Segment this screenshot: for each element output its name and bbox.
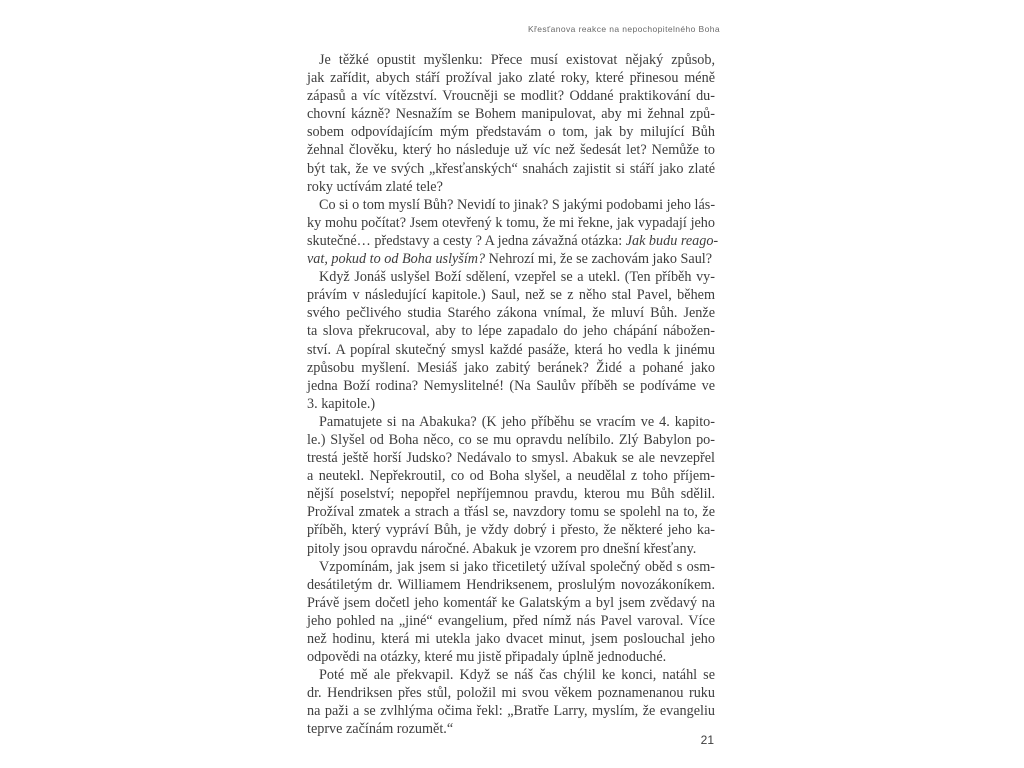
italic-question-part-1: Jak budu reago- xyxy=(625,232,719,249)
text-line: 3. kapitole.) xyxy=(307,395,376,412)
text-line: sobem odpovídajícím mým představám o tom, jak by milující Bůh xyxy=(307,124,715,141)
text-line: Je těžké opustit myšlenku: Přece musí existovat nějaký způsob, xyxy=(319,52,715,68)
paragraph-1 xyxy=(307,51,715,196)
paragraph-5 xyxy=(307,558,715,667)
paragraph-4 xyxy=(307,413,715,558)
text-line: zápasů a víc vítězství. Vroucněji se modlit? Oddané praktikování du- xyxy=(307,88,715,105)
text-line: desátiletým dr. Williamem Hendriksenem, proslulým novozákoníkem. xyxy=(307,576,715,593)
body-text xyxy=(307,51,719,739)
text-segment: skutečné… představy a cesty ? A jedna závažná otázka: xyxy=(307,232,626,249)
paragraph-3 xyxy=(307,268,715,413)
text-line: odpovědi na otázky, které mu jistě připadaly úplně jednoduché. xyxy=(307,649,667,666)
text-line: být tak, že ve svých „křesťanských“ snahách zajistit si stáří jako zlaté xyxy=(307,160,715,177)
text-line: Pamatujete si na Abakuka? (K jeho příběhu se vracím ve 4. kapito- xyxy=(319,413,715,430)
italic-question-part-2: vat, pokud to od Boha uslyším? xyxy=(307,251,486,268)
text-line: ta slova překrucoval, aby to lépe zapadalo do jeho chápání nábožen- xyxy=(307,323,715,340)
text-line: jeho pohled na „jiné“ evangelium, před nímž nás Pavel varoval. Více xyxy=(307,612,715,629)
text-line: způsobu myšlení. Mesiáš jako zabitý beránek? Židé a pohané jako xyxy=(307,359,715,376)
paragraph-2 xyxy=(307,196,719,268)
text-line: jak zařídit, abych stáří prožíval jako zlaté roky, které přinesou méně xyxy=(307,70,715,87)
text-line: na paži a se zvlhlýma očima řekl: „Bratře Larry, myslím, že evangeliu xyxy=(307,703,715,720)
paragraph-6 xyxy=(307,666,715,738)
text-line: le.) Slyšel od Boha něco, co se mu opravdu nelíbilo. Zlý Babylon po- xyxy=(307,431,715,448)
text-line: ství. A popíral skutečný smysl každé pasáže, která ho vedla k jinému xyxy=(307,341,715,358)
text-line: než hodinu, která mi utekla jako dvacet minut, jsem poslouchal jeho xyxy=(307,631,715,647)
text-line: Prožíval zmatek a strach a třásl se, navzdory tomu se spolehl na to, že xyxy=(307,504,715,521)
text-line: jedna Boží rodina? Nemyslitelné! (Na Saulův příběh se podíváme ve xyxy=(307,377,715,394)
text-line: žehnal člověku, který ho následuje už víc než šedesát let? Nemůže to xyxy=(307,142,715,159)
text-line: teprve začínám rozumět.“ xyxy=(307,721,454,738)
text-line: Poté mě ale překvapil. Když se náš čas chýlil ke konci, natáhl se xyxy=(319,667,715,684)
page-number: 21 xyxy=(700,733,714,747)
text-line: a neutekl. Nepřekroutil, co od Boha slyšel, a neudělal z toho příjem- xyxy=(307,468,715,485)
text-line: Co si o tom myslí Bůh? Nevidí to jinak? S jakými podobami jeho lás- xyxy=(319,196,716,213)
text-line: dr. Hendriksen přes stůl, položil mi svou věkem poznamenanou ruku xyxy=(307,685,715,702)
text-line: příběh, který vypráví Bůh, je vždy dobrý i přesto, že některé jeho ka- xyxy=(307,522,715,539)
text-line: trestá ještě horší Judsko? Nedávalo to smysl. Abakuk se ale nevzepřel xyxy=(307,450,715,467)
running-header: Křesťanova reakce na nepochopitelného Boha xyxy=(527,24,720,34)
text-line: roky uctívám zlaté tele? xyxy=(307,178,443,195)
text-line: svého pečlivého studia Starého zákona vnímal, že mluví Bůh. Jenže xyxy=(307,305,715,322)
text-line: chovní kázně? Nesnažím se Bohem manipulovat, aby mi žehnal způ- xyxy=(307,106,715,123)
text-line: Právě jsem dočetl jeho komentář ke Galatským a byl jsem zvědavý na xyxy=(307,594,715,611)
text-line xyxy=(307,250,715,268)
text-line: Vzpomínám, jak jsem si jako třicetiletý užíval společný oběd s osm- xyxy=(319,558,715,575)
text-line: Když Jonáš uslyšel Boží sdělení, vzepřel se a utekl. (Ten příběh vy- xyxy=(319,269,715,286)
text-line: ky mohu počítat? Jsem otevřený k tomu, že mi řekne, jak vypadají jeho xyxy=(307,214,715,231)
text-line: právím v následující kapitole.) Saul, než se z něho stal Pavel, během xyxy=(307,287,715,304)
text-segment: Nehrozí mi, že se zachovám jako Saul? xyxy=(485,251,713,268)
text-line xyxy=(307,232,719,250)
text-line: nější poselství; nepopřel nepříjemnou pravdu, kterou mu Bůh sdělil. xyxy=(307,486,715,503)
text-line: pitoly jsou opravdu náročné. Abakuk je vzorem pro dnešní křesťany. xyxy=(307,540,697,557)
